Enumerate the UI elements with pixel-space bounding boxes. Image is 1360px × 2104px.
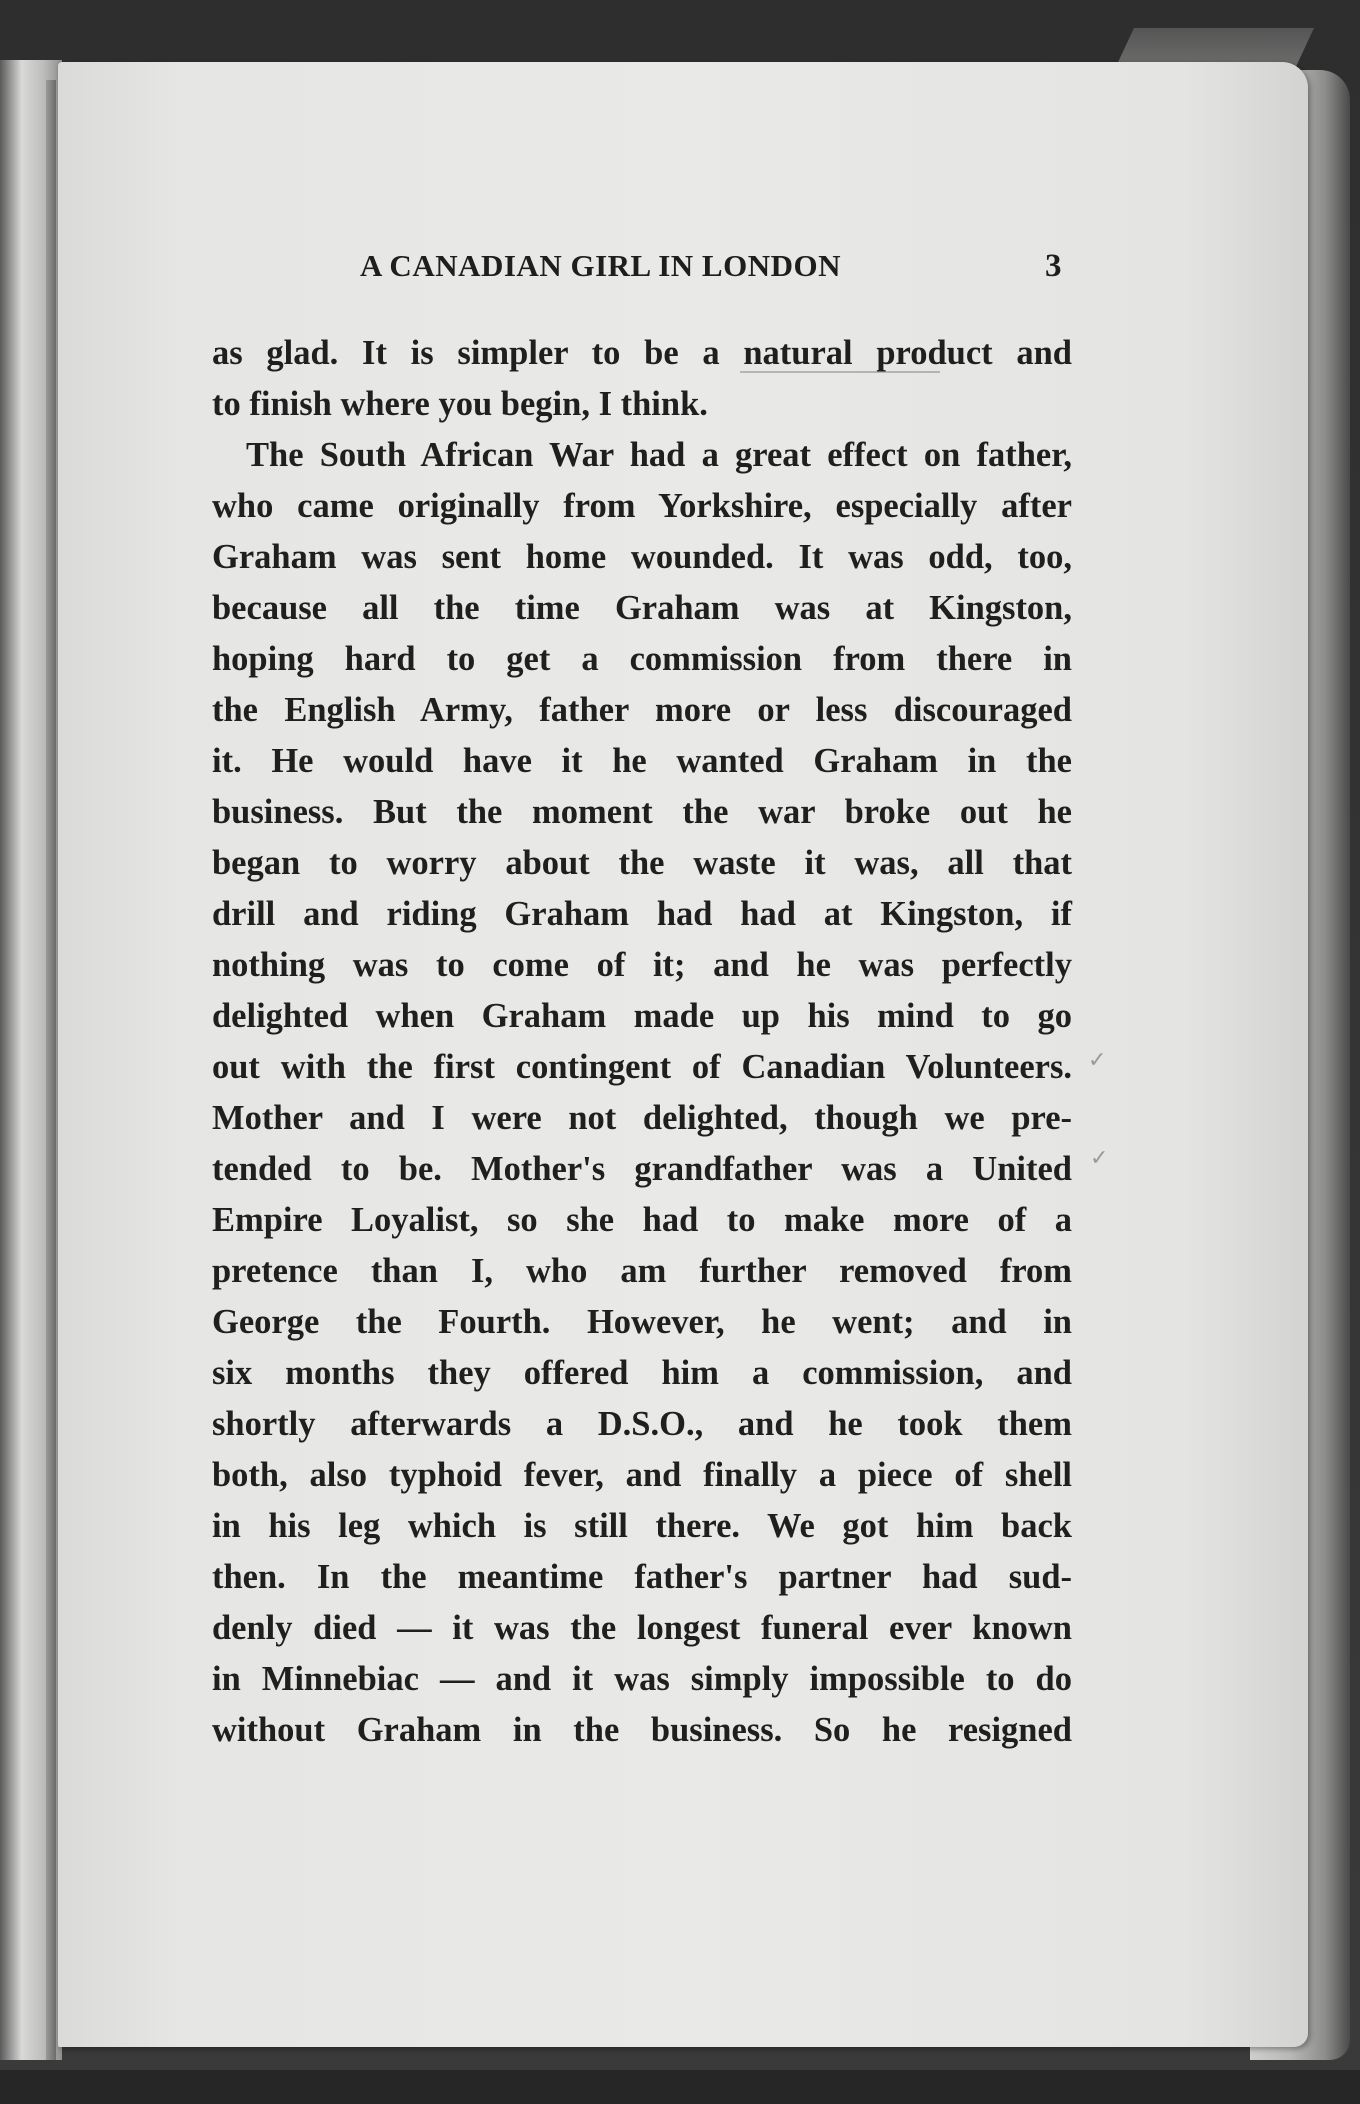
text-line: business. But the moment the war broke out he [212,793,1072,831]
text-line: hoping hard to get a commission from there in [212,640,1072,678]
text-line: as glad. It is simpler to be a natural product and [212,334,1072,372]
text-line: six months they offered him a commission, and [212,1354,1072,1392]
scanner-bottom-edge [0,2070,1360,2104]
text-line: out with the first contingent of Canadian Volunteers. [212,1048,1072,1086]
text-line: because all the time Graham was at Kingston, [212,589,1072,627]
text-line: tended to be. Mother's grandfather was a United [212,1150,1072,1188]
text-line: delighted when Graham made up his mind to go [212,997,1072,1035]
text-line: without Graham in the business. So he resigned [212,1711,1072,1749]
body-text [212,328,1072,1756]
text-line: both, also typhoid fever, and finally a piece of shell [212,1456,1072,1494]
text-line: to finish where you begin, I think. [212,385,708,423]
running-head [212,248,1072,298]
pencil-check-mark: ✓ [1090,1146,1109,1171]
text-line: in his leg which is still there. We got him back [212,1507,1072,1545]
text-line: drill and riding Graham had had at Kingston, if [212,895,1072,933]
text-line: the English Army, father more or less discouraged [212,691,1072,729]
spine-gutter [46,80,56,2060]
text-line: Empire Loyalist, so she had to make more of a [212,1201,1072,1239]
pencil-check-mark: ✓ [1088,1048,1107,1073]
text-line: then. In the meantime father's partner had sud- [212,1558,1072,1596]
text-line: who came originally from Yorkshire, especially after [212,487,1072,525]
text-line: denly died — it was the longest funeral ever known [212,1609,1072,1647]
text-line: Mother and I were not delighted, though we pre- [212,1099,1072,1137]
running-title: A CANADIAN GIRL IN LONDON [360,248,841,283]
text-line: shortly afterwards a D.S.O., and he took them [212,1405,1072,1443]
text-line: began to worry about the waste it was, all that [212,844,1072,882]
text-line: The South African War had a great effect on father, [246,436,1072,474]
text-line: in Minnebiac — and it was simply impossible to do [212,1660,1072,1698]
text-line: George the Fourth. However, he went; and in [212,1303,1072,1341]
text-line: Graham was sent home wounded. It was odd, too, [212,538,1072,576]
text-line: nothing was to come of it; and he was perfectly [212,946,1072,984]
text-line: pretence than I, who am further removed from [212,1252,1072,1290]
text-line: it. He would have it he wanted Graham in the [212,742,1072,780]
page-number: 3 [1045,248,1062,284]
